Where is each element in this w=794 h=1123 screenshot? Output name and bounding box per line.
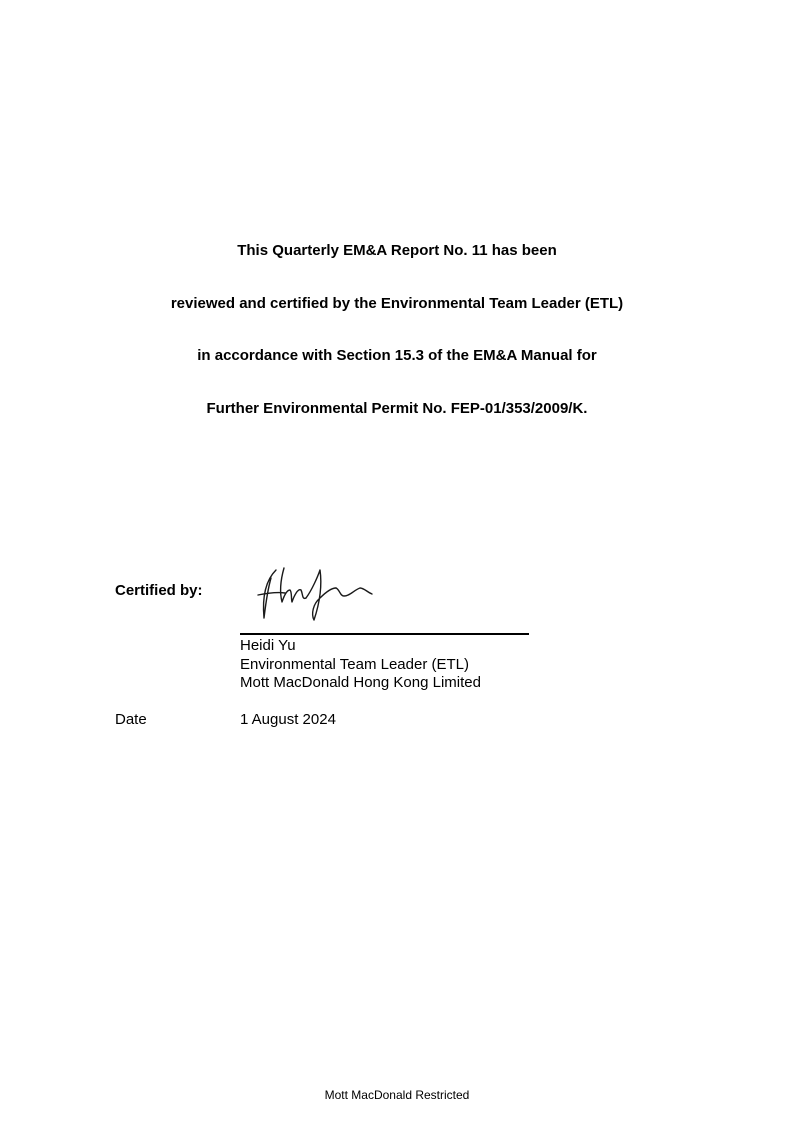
statement-line-1: This Quarterly EM&A Report No. 11 has been (237, 242, 557, 259)
certified-by-label: Certified by: (115, 582, 203, 599)
footer-classification: Mott MacDonald Restricted (324, 1088, 470, 1102)
signature-line (240, 633, 529, 635)
statement-line-4: Further Environmental Permit No. FEP-01/353/2009/K. (206, 400, 588, 417)
date-label: Date (115, 711, 147, 728)
statement-line-2: reviewed and certified by the Environmental Team Leader (ETL) (170, 295, 624, 312)
statement-line-3: in accordance with Section 15.3 of the EM&A Manual for (197, 347, 597, 364)
handwritten-signature (254, 562, 384, 624)
date-value: 1 August 2024 (240, 711, 336, 728)
signatory-company: Mott MacDonald Hong Kong Limited (240, 674, 481, 691)
signatory-title: Environmental Team Leader (ETL) (240, 655, 469, 673)
signatory-name: Heidi Yu (240, 637, 296, 654)
signatory-details (240, 637, 481, 693)
